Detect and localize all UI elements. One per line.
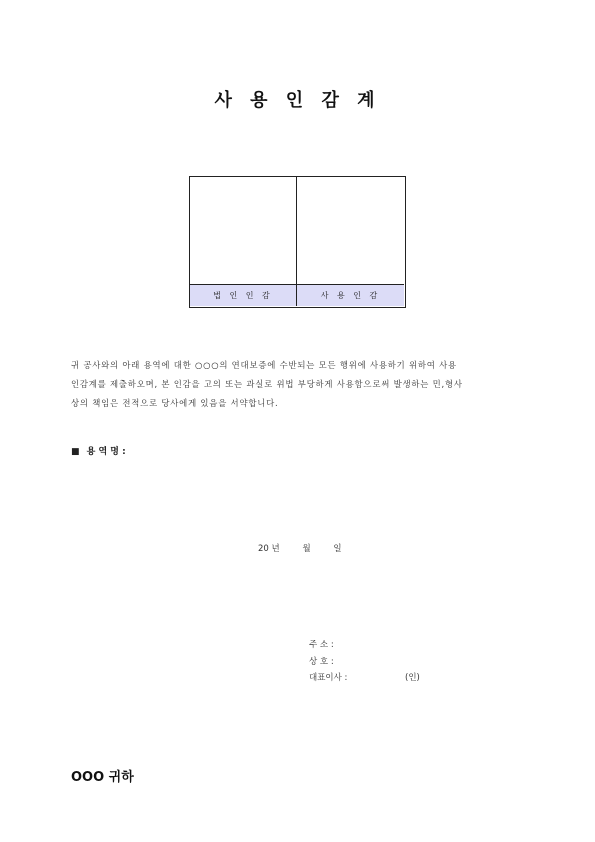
company-label: 상 호 : [309, 657, 334, 667]
date-month: 월 [302, 544, 311, 554]
seal-mark: (인) [405, 673, 420, 683]
pledge-paragraph [71, 356, 531, 413]
usage-seal-box [297, 177, 404, 284]
bullet-square-icon: ■ [71, 447, 80, 457]
document-title: 사 용 인 감 계 [214, 90, 381, 111]
pledge-line: 귀 공사와의 아래 용역에 대한 ○○○의 연대보증에 수반되는 모든 행위에 사용하기 위하여 사용 [71, 360, 457, 370]
usage-name-field [71, 444, 126, 457]
seal-table [189, 176, 406, 308]
corporate-seal-label: 법 인 인 감 [190, 284, 297, 306]
ceo-row [309, 671, 439, 683]
company-row [309, 655, 363, 667]
corporate-seal-box [190, 177, 297, 284]
pledge-line: 인감계를 제출하오며, 본 인감을 고의 또는 과실로 위법 부당하게 사용함으로써 발생하는 민,형사 [71, 379, 463, 389]
usage-seal-label: 사 용 인 감 [297, 284, 404, 306]
date-year: 20 년 [258, 544, 280, 554]
ceo-label: 대표이사 : [309, 673, 348, 683]
address-row [309, 638, 363, 650]
addressee: OOO 귀하 [71, 770, 134, 785]
date-day: 일 [333, 544, 342, 554]
pledge-line: 상의 책임은 전적으로 당사에게 있음을 서약합니다. [71, 398, 279, 408]
date-line [258, 542, 362, 554]
address-label: 주 소 : [309, 640, 334, 650]
usage-name-label: 용 역 명 : [86, 447, 126, 457]
